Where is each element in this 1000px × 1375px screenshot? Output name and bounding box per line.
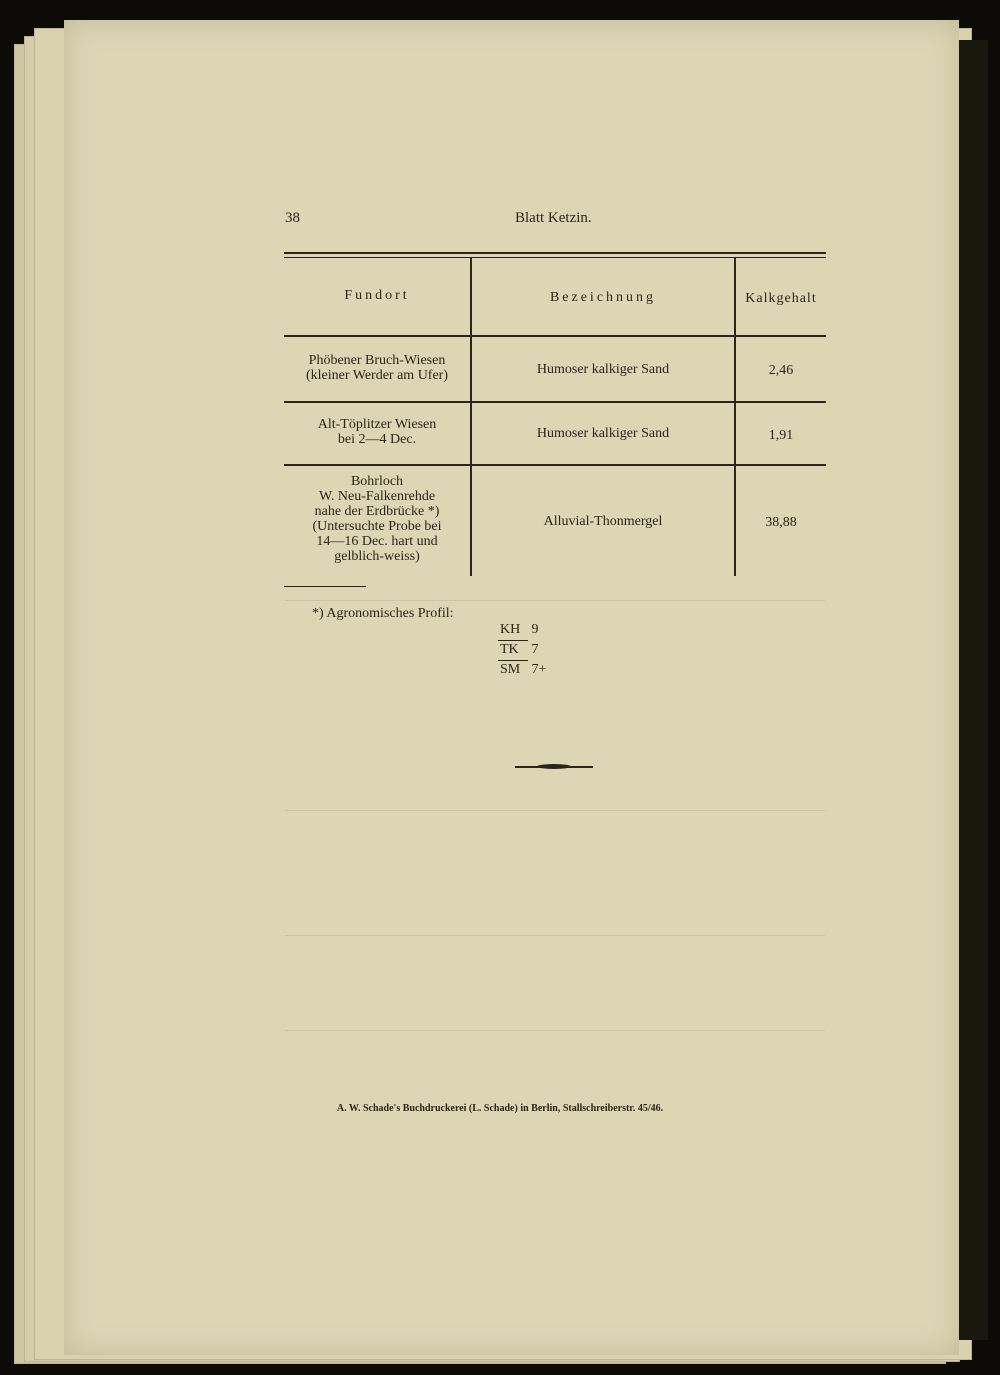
table-row-2-kalkgehalt: 1,91	[768, 428, 794, 443]
table-top-rule-thin	[284, 257, 826, 258]
profile-value: 7	[531, 642, 539, 657]
table-top-rule	[284, 252, 826, 254]
profile-code: SM	[500, 662, 521, 677]
fundort-line: bei 2—4 Dec.	[337, 432, 417, 447]
fundort-line: Alt-Töplitzer Wiesen	[317, 417, 437, 432]
profile-value: 9	[531, 622, 539, 637]
fundort-line: (Untersuchte Probe bei	[312, 519, 442, 534]
fundort-line: Bohrloch	[350, 474, 404, 489]
printer-imprint: A. W. Schade's Buchdruckerei (L. Schade) in Berlin, Stallschreiberstr. 45/46.	[336, 1103, 664, 1114]
page-gutter	[958, 40, 988, 1340]
footnote-rule	[284, 586, 366, 587]
table-row-3-bezeichnung: Alluvial-Thonmergel	[543, 514, 663, 529]
fundort-line: Phöbener Bruch-Wiesen	[308, 353, 446, 368]
fundort-line: W. Neu-Falkenrehde	[318, 489, 436, 504]
profile-code: TK	[500, 642, 519, 657]
bleed-through-line	[285, 810, 825, 811]
column-header-bezeichnung: Bezeichnung	[549, 290, 657, 305]
table-row-3-fundort	[284, 474, 470, 564]
bleed-through-line	[285, 935, 825, 936]
end-ornament	[515, 766, 593, 768]
table-row-1-kalkgehalt: 2,46	[768, 363, 794, 378]
footnote-text: *) Agronomisches Profil:	[312, 606, 454, 621]
running-head: Blatt Ketzin.	[515, 210, 592, 226]
bleed-through-line	[285, 600, 825, 601]
table-row-2-bezeichnung: Humoser kalkiger Sand	[536, 426, 670, 441]
table-row-1-bezeichnung: Humoser kalkiger Sand	[536, 362, 670, 377]
table-row-1-fundort	[284, 353, 470, 383]
profile-value: 7+	[531, 662, 547, 677]
column-header-kalkgehalt: Kalkgehalt	[745, 291, 817, 306]
table-row-rule	[284, 464, 826, 466]
column-header-fundort: Fundort	[344, 288, 410, 303]
profile-row-1	[500, 622, 539, 638]
table-header-rule	[284, 335, 826, 337]
profile-fraction-line	[498, 640, 528, 641]
fundort-line: nahe der Erdbrücke *)	[314, 504, 440, 519]
profile-fraction-line	[498, 660, 528, 661]
profile-code: KH	[500, 622, 521, 637]
fundort-line: (kleiner Werder am Ufer)	[305, 368, 449, 383]
table-row-2-fundort	[284, 417, 470, 447]
table-row-3-kalkgehalt: 38,88	[765, 515, 797, 530]
page-number: 38	[285, 210, 300, 226]
fundort-line: 14—16 Dec. hart und	[316, 534, 438, 549]
profile-row-2	[500, 642, 539, 658]
book-page	[64, 20, 959, 1355]
fundort-line: gelblich-weiss)	[334, 549, 420, 564]
bleed-through-line	[285, 1030, 825, 1031]
table-row-rule	[284, 401, 826, 403]
profile-row-3	[500, 662, 546, 678]
